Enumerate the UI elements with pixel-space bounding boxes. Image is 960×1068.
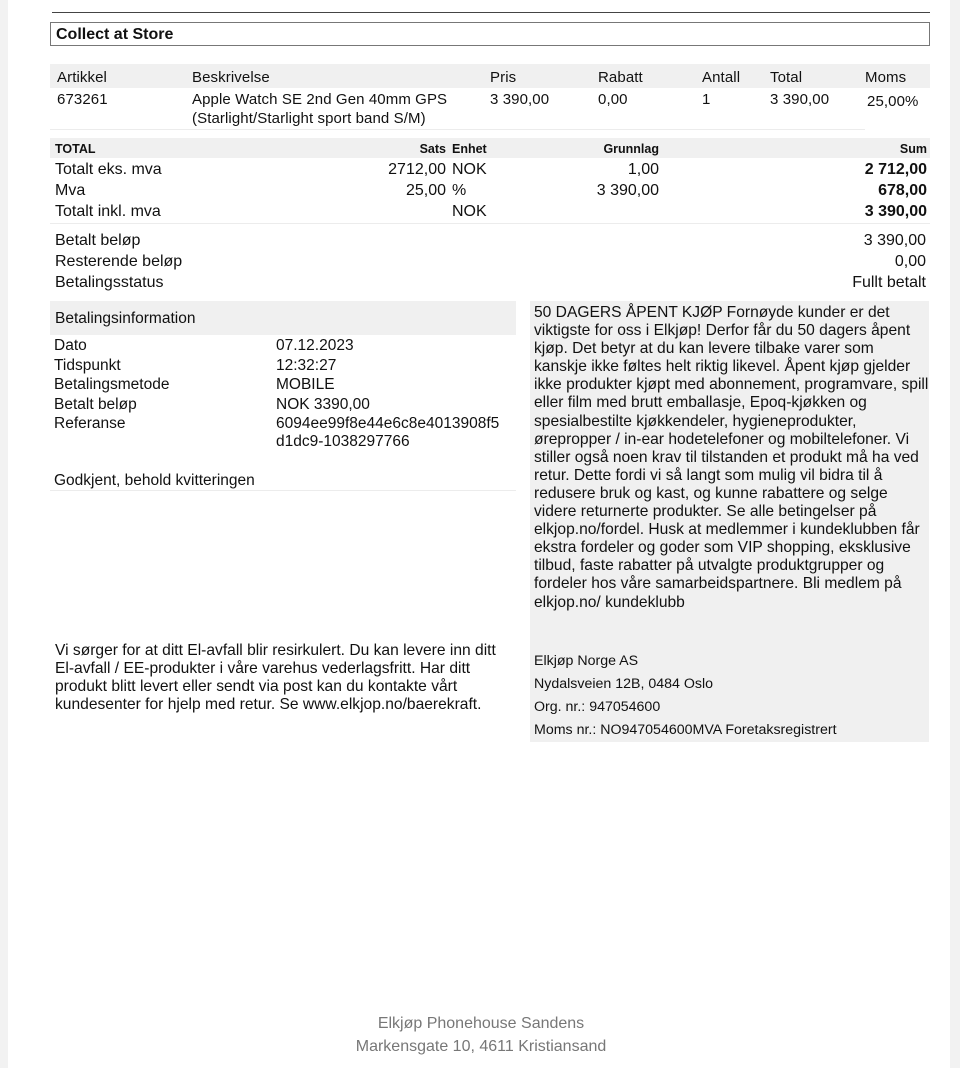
footer-store-address: Markensgate 10, 4611 Kristiansand — [355, 1038, 607, 1055]
items-separator — [50, 129, 865, 130]
collect-at-store-box — [50, 22, 930, 46]
item-total: 3 390,00 — [770, 91, 830, 108]
header-vat: Moms — [865, 69, 907, 86]
totals-row-unit: NOK — [452, 161, 487, 178]
payment-info-title: Betalingsinformation — [55, 310, 196, 327]
totals-header-unit: Enhet — [452, 142, 487, 156]
footer-store-name: Elkjøp Phonehouse Sandens — [377, 1015, 585, 1032]
recycling-text: Vi sørger for at ditt El-avfall blir resirkulert. Du kan levere inn ditt El-avfall / EE-produkter i våre varehus vederlagsfritt. Har ditt produkt blitt levert eller sendt via post kan du kontakte vårt kundesenter for hjelp med retur. Se www.elkjop.no/baerekraft. — [55, 642, 496, 714]
date-label: Dato — [54, 337, 87, 354]
payment-amount-label: Betalt beløp — [54, 396, 137, 413]
item-article: 673261 — [57, 91, 108, 108]
item-description-line2: (Starlight/Starlight sport band S/M) — [192, 110, 426, 127]
payment-info-separator — [50, 490, 516, 491]
header-article: Artikkel — [57, 69, 107, 86]
company-vat-number: Moms nr.: NO947054600MVA Foretaksregistrert — [534, 722, 837, 738]
header-price: Pris — [490, 69, 517, 86]
open-purchase-text: 50 DAGERS ÅPENT KJØP Fornøyde kunder er det viktigste for oss i Elkjøp! Derfor får du 50 dagers åpent kjøp. Det betyr at du kan levere tilbake varer som kanskje ikke føltes helt riktig likevel. Åpent kjøp gjelder ikke produkter kjøpt med abonnement, programvare, spill eller film med brutt emballasje, Epoq-kjøkken og spesialbestilte kjøkkendeler, hygieneprodukter, ørepropper / in-ear hodetelefoner og mobiltelefoner. Vi stiller også noen krav til tilstanden et produkt må ha ved retur. Dette fordi vi så langt som mulig vil bidra til å redusere bruk og kast, og kunne rabattere og selge videre returnerte produkter. Se alle betingelser på elkjop.no/fordel. Husk at medlemmer i kundeklubben får ekstra fordeler og goder som VIP shopping, eksklusive tilbud, faste rabatter på utvalgte produktgrupper og fordeler hos våre samarbeidspartnere. Bli medlem på elkjop.no/ kundeklubb — [534, 304, 929, 611]
vat-row-label: Mva — [55, 182, 86, 199]
item-quantity: 1 — [702, 91, 711, 108]
top-rule — [52, 12, 930, 13]
date-value: 07.12.2023 — [276, 337, 354, 354]
totals-row-label: Totalt eks. mva — [55, 161, 162, 178]
totals-row-sum: 2 712,00 — [864, 161, 927, 178]
reference-value-line1: 6094ee99f8e44e6c8e4013908f5 — [276, 415, 500, 432]
store-title: Collect at Store — [56, 26, 174, 43]
total-incl-row-unit: NOK — [452, 203, 487, 220]
company-org-number: Org. nr.: 947054600 — [534, 699, 661, 715]
header-discount: Rabatt — [598, 69, 643, 86]
vat-row-unit: % — [452, 182, 467, 199]
time-label: Tidspunkt — [54, 357, 121, 374]
paid-amount-label: Betalt beløp — [55, 232, 141, 249]
paid-amount-value: 3 390,00 — [863, 232, 926, 249]
totals-header-rate: Sats — [419, 142, 446, 156]
item-price: 3 390,00 — [490, 91, 550, 108]
remaining-amount-value: 0,00 — [894, 253, 926, 270]
item-vat: 25,00% — [867, 93, 919, 110]
vat-row-sum: 678,00 — [878, 182, 927, 199]
header-description: Beskrivelse — [192, 69, 270, 86]
vat-row-basis: 3 390,00 — [596, 182, 659, 199]
payment-amount-value: NOK 3390,00 — [276, 396, 370, 413]
vat-row-rate: 25,00 — [405, 182, 446, 199]
totals-separator — [50, 223, 930, 224]
totals-row-basis: 1,00 — [627, 161, 659, 178]
company-name: Elkjøp Norge AS — [534, 653, 639, 669]
approved-text: Godkjent, behold kvitteringen — [54, 472, 255, 489]
reference-label: Referanse — [54, 415, 126, 432]
method-value: MOBILE — [276, 376, 335, 393]
remaining-amount-label: Resterende beløp — [55, 253, 183, 270]
company-address: Nydalsveien 12B, 0484 Oslo — [534, 676, 714, 692]
header-total: Total — [770, 69, 803, 86]
total-incl-row-label: Totalt inkl. mva — [55, 203, 161, 220]
time-value: 12:32:27 — [276, 357, 337, 374]
reference-value-line2: d1dc9-1038297766 — [276, 433, 410, 450]
totals-header-label: TOTAL — [55, 142, 96, 156]
payment-status-value: Fullt betalt — [852, 274, 926, 291]
receipt-page — [8, 0, 950, 1068]
payment-status-label: Betalingsstatus — [55, 274, 164, 291]
totals-row-rate: 2712,00 — [388, 161, 446, 178]
item-discount: 0,00 — [598, 91, 628, 108]
totals-header-basis: Grunnlag — [603, 142, 659, 156]
total-incl-row-sum: 3 390,00 — [864, 203, 927, 220]
item-description-line1: Apple Watch SE 2nd Gen 40mm GPS — [192, 91, 448, 108]
totals-header-sum: Sum — [899, 142, 927, 156]
method-label: Betalingsmetode — [54, 376, 170, 393]
header-quantity: Antall — [702, 69, 741, 86]
